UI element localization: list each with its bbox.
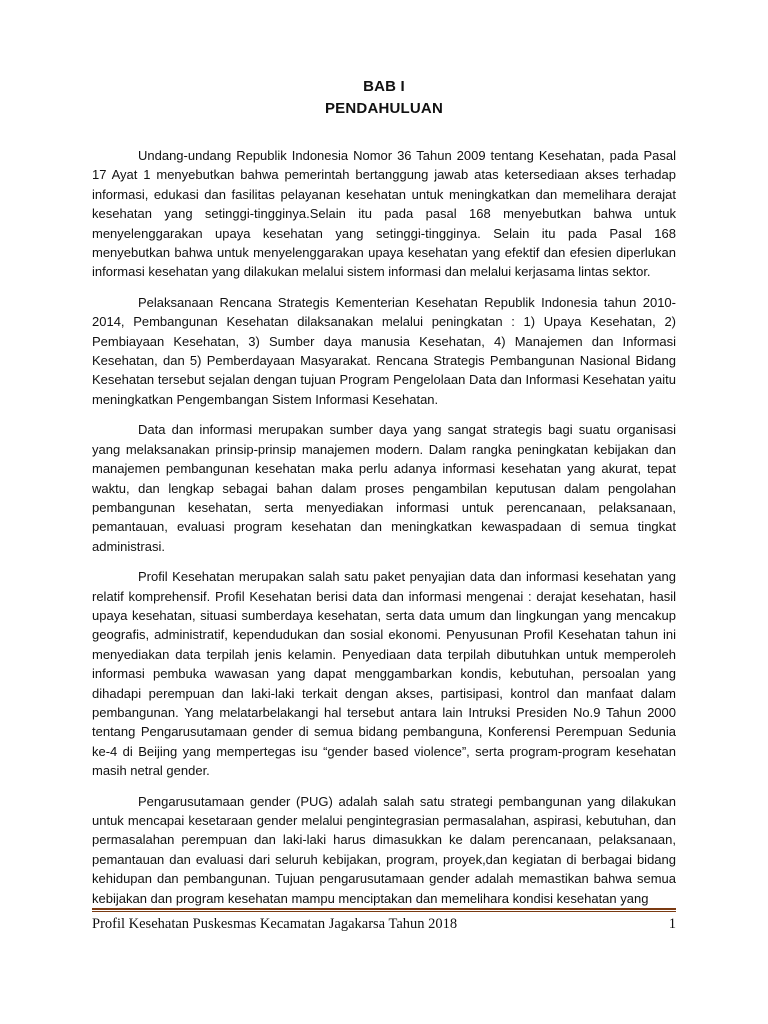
paragraph-5: Pengarusutamaan gender (PUG) adalah salah satu strategi pembangunan yang dilakukan untuk mencapai kesetaraan gender melalui pengintegrasian permasalahan, aspirasi, kebutuhan, dan permasalahan perempuan dan laki-laki harus dimasukkan ke dalam perencanaan, pelaksanaan, pemantauan dan evaluasi dari seluruh kebijakan, program, proyek,dan kegiatan di berbagai bidang kehidupan dan pembangunan. Tujuan pengarusutamaan gender adalah memastikan bahwa semua kebijakan dan program kesehatan mampu menciptakan dan memelihara kondisi kesehatan yang bbox=[92, 793, 676, 906]
paragraph-3: Data dan informasi merupakan sumber daya yang sangat strategis bagi suatu organisasi yang melaksanakan prinsip-prinsip manajemen modern. Dalam rangka peningkatan kebijakan dan manajemen pembangunan kesehatan maka perlu adanya informasi kesehatan yang akurat, tepat waktu, dan lengkap sebagai bahan dalam proses pengambilan keputusan dalam pengolahan pembangunan kesehatan, serta menyediakan informasi untuk perencanaan, pelaksanaan, pemantauan, evaluasi program kesehatan dan meningkatkan kewaspadaan di semua tingkat administrasi. bbox=[92, 422, 676, 554]
footer-divider bbox=[92, 908, 676, 910]
paragraph-1: Undang-undang Republik Indonesia Nomor 36 Tahun 2009 tentang Kesehatan, pada Pasal 17 Ayat 1 menyebutkan bahwa pemerintah bertanggung jawab atas ketersediaan akses terhadap informasi, edukasi dan fasilitas pelayanan kesehatan untuk meningkatkan dan memelihara derajat kesehatan yang setinggi-tingginya.Selain itu pada pasal 168 menyebutkan bahwa untuk menyelenggarakan upaya kesehatan yang setinggi-tingginya. Selain itu pada Pasal 168 menyebutkan bahwa untuk menyelenggarakan upaya kesehatan yang efektif dan efesien diperlukan informasi kesehatan yang dilakukan melalui sistem informasi dan melalui kerjasama lintas sektor. bbox=[92, 148, 676, 280]
page-footer bbox=[92, 916, 676, 933]
paragraph-2: Pelaksanaan Rencana Strategis Kementerian Kesehatan Republik Indonesia tahun 2010-2014, Pembangunan Kesehatan dilaksanakan melalui peningkatan : 1) Upaya Kesehatan, 2) Pembiayaan Kesehatan, 3) Sumber daya manusia Kesehatan, 4) Manajemen dan Informasi Kesehatan, dan 5) Pemberdayaan Masyarakat. Rencana Strategis Pembangunan Nasional Bidang Kesehatan tersebut sejalan dengan tujuan Program Pengelolaan Data dan Informasi Kesehatan yaitu meningkatkan Pengembangan Sistem Informasi Kesehatan. bbox=[92, 294, 676, 407]
chapter-title: PENDAHULUAN bbox=[324, 100, 444, 117]
paragraph-4: Profil Kesehatan merupakan salah satu paket penyajian data dan informasi kesehatan yang relatif komprehensif. Profil Kesehatan berisi data dan informasi mengenai : derajat kesehatan, hasil upaya kesehatan, situasi sumberdaya kesehatan, serta data umum dan lingkungan yang mencakup geografis, administratif, kependudukan dan sosial ekonomi. Penyusunan Profil Kesehatan tahun ini menyediakan data terpilah jenis kelamin. Penyediaan data terpilah dibutuhkan untuk memperoleh informasi pembuka wawasan yang dapat menggambarkan kondis, kebutuhan, persoalan yang dihadapi perempuan dan laki-laki terkait dengan akses, partisipasi, kontrol dan manfaat dalam pembangunan. Yang melatarbelakangi hal tersebut antara lain Intruksi Presiden No.9 Tahun 2000 tentang Pengarusutamaan gender di semua bidang pembanguna, Konferensi Perempuan Sedunia ke-4 di Beijing yang mempertegas isu “gender based violence”, serta program-program kesehatan masih netral gender. bbox=[92, 569, 676, 779]
footer-title: Profil Kesehatan Puskesmas Kecamatan Jagakarsa Tahun 2018 bbox=[92, 916, 458, 932]
footer-divider-thin bbox=[92, 911, 676, 912]
body-text bbox=[92, 146, 676, 919]
chapter-number: BAB I bbox=[363, 78, 405, 95]
page-number: 1 bbox=[668, 916, 676, 932]
